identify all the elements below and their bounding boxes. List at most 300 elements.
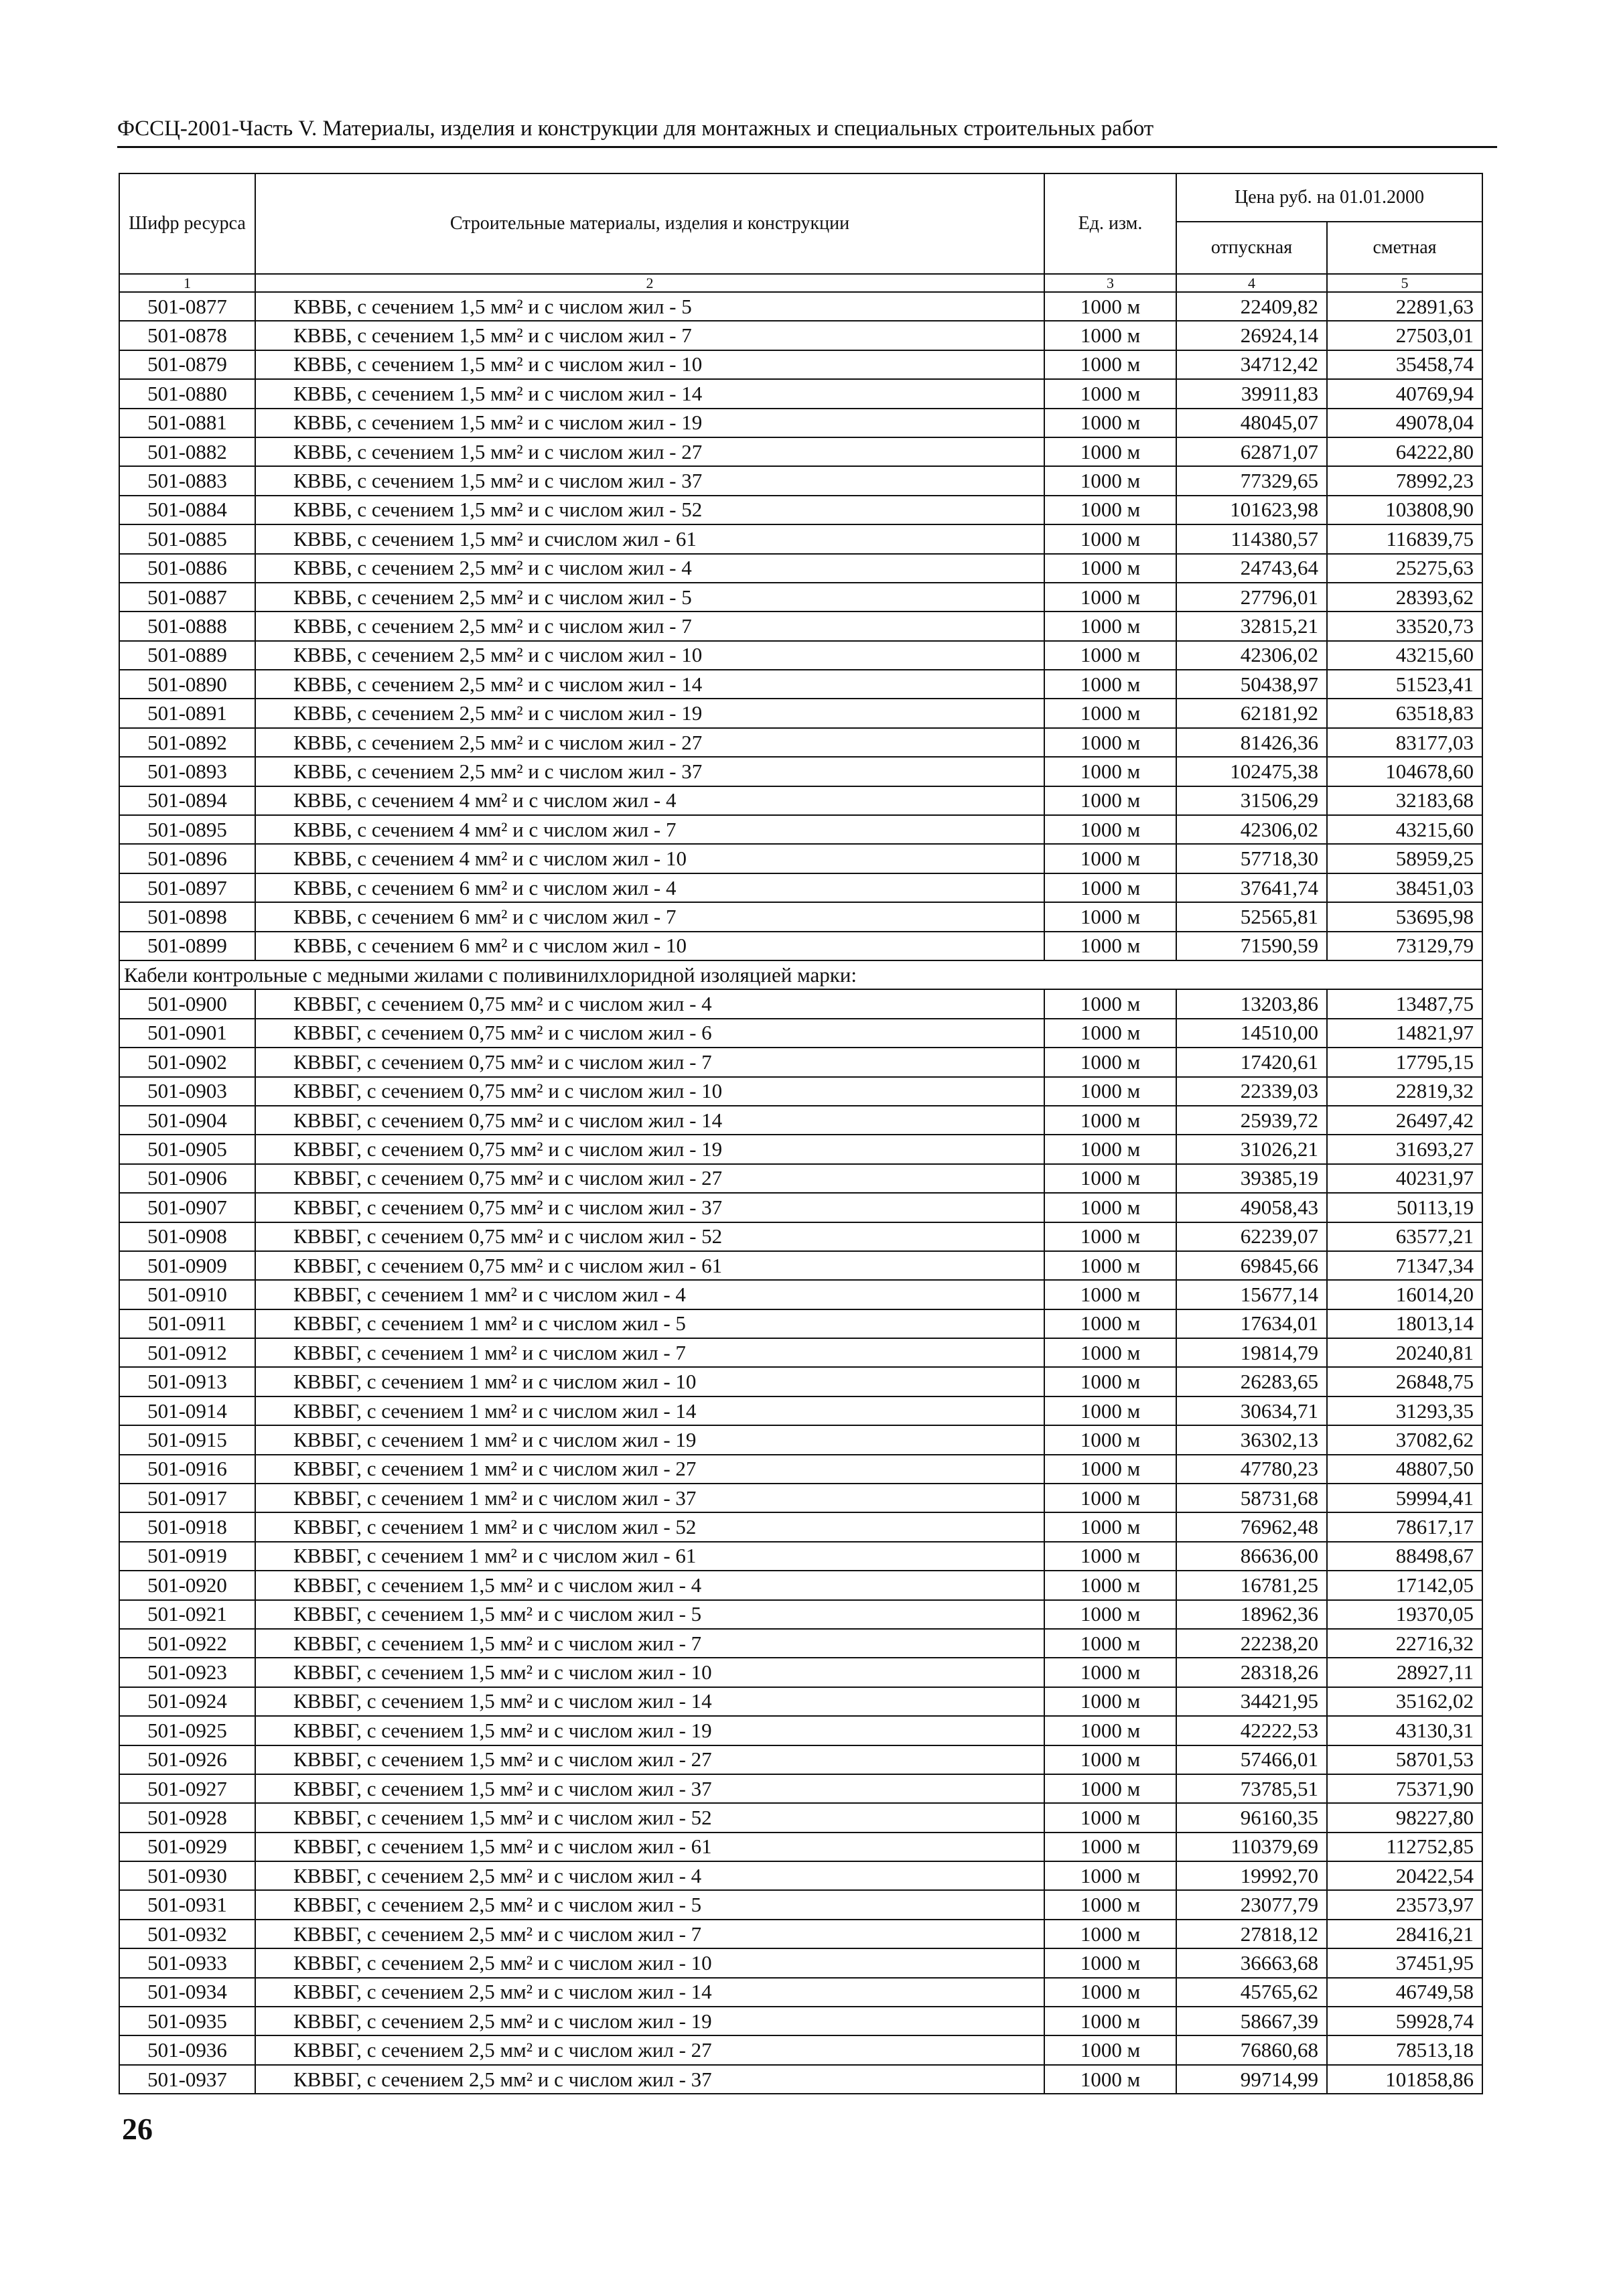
table-row xyxy=(119,1774,1482,1803)
cell-estimate-price: 64222,80 xyxy=(1327,437,1482,466)
cell-unit: 1000 м xyxy=(1044,1425,1176,1454)
cell-name: КВВБ, с сечением 2,5 мм² и с числом жил - 27 xyxy=(255,728,1044,757)
cell-code: 501-0929 xyxy=(119,1833,255,1861)
cell-unit: 1000 м xyxy=(1044,1948,1176,1977)
cell-code: 501-0877 xyxy=(119,292,255,321)
table-row xyxy=(119,1251,1482,1280)
cell-code: 501-0885 xyxy=(119,524,255,553)
column-number: 2 xyxy=(255,274,1044,292)
cell-name: КВВБГ, с сечением 1 мм² и с числом жил - 14 xyxy=(255,1396,1044,1425)
cell-estimate-price: 78513,18 xyxy=(1327,2035,1482,2064)
table-row xyxy=(119,932,1482,960)
cell-estimate-price: 35162,02 xyxy=(1327,1687,1482,1716)
table-row xyxy=(119,524,1482,553)
cell-release-price: 31026,21 xyxy=(1176,1135,1327,1163)
cell-release-price: 17420,61 xyxy=(1176,1048,1327,1076)
cell-estimate-price: 58701,53 xyxy=(1327,1745,1482,1774)
cell-code: 501-0913 xyxy=(119,1367,255,1396)
table-row xyxy=(119,1309,1482,1338)
cell-estimate-price: 51523,41 xyxy=(1327,670,1482,699)
cell-name: КВВБГ, с сечением 1,5 мм² и с числом жил - 10 xyxy=(255,1658,1044,1687)
cell-release-price: 77329,65 xyxy=(1176,466,1327,495)
table-row xyxy=(119,1193,1482,1222)
cell-release-price: 57466,01 xyxy=(1176,1745,1327,1774)
table-row xyxy=(119,902,1482,931)
cell-release-price: 36663,68 xyxy=(1176,1948,1327,1977)
page-number: 26 xyxy=(122,2112,153,2146)
cell-name: КВВБ, с сечением 4 мм² и с числом жил - 7 xyxy=(255,815,1044,844)
cell-code: 501-0894 xyxy=(119,786,255,815)
cell-code: 501-0918 xyxy=(119,1512,255,1541)
cell-name: КВВБ, с сечением 1,5 мм² и счислом жил - 61 xyxy=(255,524,1044,553)
cell-unit: 1000 м xyxy=(1044,2065,1176,2094)
cell-name: КВВБГ, с сечением 1,5 мм² и с числом жил - 61 xyxy=(255,1833,1044,1861)
cell-name: КВВБ, с сечением 1,5 мм² и с числом жил - 10 xyxy=(255,350,1044,379)
cell-release-price: 28318,26 xyxy=(1176,1658,1327,1687)
cell-release-price: 19992,70 xyxy=(1176,1861,1327,1890)
cell-unit: 1000 м xyxy=(1044,1600,1176,1629)
cell-code: 501-0890 xyxy=(119,670,255,699)
cell-code: 501-0884 xyxy=(119,496,255,524)
cell-release-price: 22238,20 xyxy=(1176,1629,1327,1658)
cell-estimate-price: 112752,85 xyxy=(1327,1833,1482,1861)
header-name: Строительные материалы, изделия и конструкции xyxy=(255,173,1044,274)
cell-code: 501-0904 xyxy=(119,1106,255,1135)
cell-unit: 1000 м xyxy=(1044,1542,1176,1571)
table-row xyxy=(119,1164,1482,1193)
cell-code: 501-0924 xyxy=(119,1687,255,1716)
cell-release-price: 48045,07 xyxy=(1176,409,1327,437)
table-row xyxy=(119,1512,1482,1541)
cell-code: 501-0931 xyxy=(119,1890,255,1919)
section-row xyxy=(119,960,1482,989)
cell-unit: 1000 м xyxy=(1044,873,1176,902)
cell-estimate-price: 20422,54 xyxy=(1327,1861,1482,1890)
cell-estimate-price: 71347,34 xyxy=(1327,1251,1482,1280)
table-row xyxy=(119,1542,1482,1571)
cell-release-price: 76962,48 xyxy=(1176,1512,1327,1541)
cell-code: 501-0897 xyxy=(119,873,255,902)
table-row xyxy=(119,2065,1482,2094)
cell-code: 501-0925 xyxy=(119,1716,255,1745)
table-row xyxy=(119,292,1482,321)
cell-release-price: 18962,36 xyxy=(1176,1600,1327,1629)
cell-name: КВВБГ, с сечением 0,75 мм² и с числом жил - 19 xyxy=(255,1135,1044,1163)
cell-code: 501-0879 xyxy=(119,350,255,379)
header-code: Шифр ресурса xyxy=(119,173,255,274)
cell-estimate-price: 25275,63 xyxy=(1327,554,1482,583)
cell-unit: 1000 м xyxy=(1044,1455,1176,1484)
cell-unit: 1000 м xyxy=(1044,1978,1176,2007)
header-rule xyxy=(117,146,1497,148)
cell-estimate-price: 31293,35 xyxy=(1327,1396,1482,1425)
table-body xyxy=(119,292,1482,2094)
cell-unit: 1000 м xyxy=(1044,1077,1176,1106)
cell-release-price: 81426,36 xyxy=(1176,728,1327,757)
cell-release-price: 96160,35 xyxy=(1176,1803,1327,1832)
cell-release-price: 27818,12 xyxy=(1176,1920,1327,1948)
cell-estimate-price: 33520,73 xyxy=(1327,612,1482,640)
cell-code: 501-0886 xyxy=(119,554,255,583)
cell-release-price: 110379,69 xyxy=(1176,1833,1327,1861)
table-row xyxy=(119,2035,1482,2064)
cell-unit: 1000 м xyxy=(1044,989,1176,1018)
cell-unit: 1000 м xyxy=(1044,379,1176,408)
cell-estimate-price: 104678,60 xyxy=(1327,757,1482,786)
header-estimate-price: сметная xyxy=(1327,222,1482,274)
cell-code: 501-0900 xyxy=(119,989,255,1018)
table-row xyxy=(119,1600,1482,1629)
cell-name: КВВБГ, с сечением 2,5 мм² и с числом жил - 4 xyxy=(255,1861,1044,1890)
cell-estimate-price: 27503,01 xyxy=(1327,321,1482,350)
cell-name: КВВБГ, с сечением 1 мм² и с числом жил - 37 xyxy=(255,1484,1044,1512)
cell-estimate-price: 38451,03 xyxy=(1327,873,1482,902)
cell-name: КВВБГ, с сечением 1 мм² и с числом жил - 27 xyxy=(255,1455,1044,1484)
cell-release-price: 26283,65 xyxy=(1176,1367,1327,1396)
cell-name: КВВБГ, с сечением 1,5 мм² и с числом жил - 7 xyxy=(255,1629,1044,1658)
cell-estimate-price: 28927,11 xyxy=(1327,1658,1482,1687)
cell-estimate-price: 16014,20 xyxy=(1327,1280,1482,1309)
table-row xyxy=(119,1629,1482,1658)
column-number-row xyxy=(119,274,1482,292)
cell-release-price: 62871,07 xyxy=(1176,437,1327,466)
cell-unit: 1000 м xyxy=(1044,641,1176,670)
column-number: 3 xyxy=(1044,274,1176,292)
cell-release-price: 49058,43 xyxy=(1176,1193,1327,1222)
cell-unit: 1000 м xyxy=(1044,2035,1176,2064)
cell-name: КВВБГ, с сечением 1 мм² и с числом жил - 4 xyxy=(255,1280,1044,1309)
cell-code: 501-0936 xyxy=(119,2035,255,2064)
cell-estimate-price: 13487,75 xyxy=(1327,989,1482,1018)
cell-estimate-price: 43130,31 xyxy=(1327,1716,1482,1745)
cell-estimate-price: 63577,21 xyxy=(1327,1222,1482,1251)
cell-unit: 1000 м xyxy=(1044,757,1176,786)
table-row xyxy=(119,1920,1482,1948)
cell-unit: 1000 м xyxy=(1044,1745,1176,1774)
cell-estimate-price: 75371,90 xyxy=(1327,1774,1482,1803)
cell-name: КВВБ, с сечением 2,5 мм² и с числом жил - 4 xyxy=(255,554,1044,583)
table-row xyxy=(119,1048,1482,1076)
cell-release-price: 73785,51 xyxy=(1176,1774,1327,1803)
cell-estimate-price: 116839,75 xyxy=(1327,524,1482,553)
cell-unit: 1000 м xyxy=(1044,728,1176,757)
cell-estimate-price: 40769,94 xyxy=(1327,379,1482,408)
table-row xyxy=(119,786,1482,815)
cell-unit: 1000 м xyxy=(1044,1571,1176,1599)
cell-name: КВВБГ, с сечением 2,5 мм² и с числом жил - 5 xyxy=(255,1890,1044,1919)
cell-name: КВВБ, с сечением 2,5 мм² и с числом жил - 19 xyxy=(255,699,1044,727)
cell-unit: 1000 м xyxy=(1044,1048,1176,1076)
cell-estimate-price: 22819,32 xyxy=(1327,1077,1482,1106)
table-row xyxy=(119,1396,1482,1425)
cell-code: 501-0902 xyxy=(119,1048,255,1076)
cell-code: 501-0928 xyxy=(119,1803,255,1832)
cell-unit: 1000 м xyxy=(1044,524,1176,553)
cell-estimate-price: 73129,79 xyxy=(1327,932,1482,960)
cell-release-price: 34421,95 xyxy=(1176,1687,1327,1716)
cell-code: 501-0921 xyxy=(119,1600,255,1629)
cell-code: 501-0937 xyxy=(119,2065,255,2094)
cell-code: 501-0910 xyxy=(119,1280,255,1309)
cell-release-price: 47780,23 xyxy=(1176,1455,1327,1484)
cell-code: 501-0893 xyxy=(119,757,255,786)
cell-release-price: 39385,19 xyxy=(1176,1164,1327,1193)
cell-name: КВВБГ, с сечением 1 мм² и с числом жил - 7 xyxy=(255,1338,1044,1367)
cell-estimate-price: 26497,42 xyxy=(1327,1106,1482,1135)
cell-name: КВВБГ, с сечением 0,75 мм² и с числом жил - 6 xyxy=(255,1019,1044,1048)
cell-name: КВВБГ, с сечением 1,5 мм² и с числом жил - 5 xyxy=(255,1600,1044,1629)
cell-code: 501-0901 xyxy=(119,1019,255,1048)
cell-estimate-price: 49078,04 xyxy=(1327,409,1482,437)
cell-unit: 1000 м xyxy=(1044,1658,1176,1687)
cell-name: КВВБГ, с сечением 2,5 мм² и с числом жил - 7 xyxy=(255,1920,1044,1948)
cell-estimate-price: 17795,15 xyxy=(1327,1048,1482,1076)
cell-release-price: 22409,82 xyxy=(1176,292,1327,321)
cell-estimate-price: 43215,60 xyxy=(1327,815,1482,844)
table-row xyxy=(119,1978,1482,2007)
table-row xyxy=(119,699,1482,727)
cell-code: 501-0891 xyxy=(119,699,255,727)
table-row xyxy=(119,1077,1482,1106)
cell-estimate-price: 53695,98 xyxy=(1327,902,1482,931)
cell-code: 501-0934 xyxy=(119,1978,255,2007)
table-row xyxy=(119,1948,1482,1977)
cell-estimate-price: 19370,05 xyxy=(1327,1600,1482,1629)
cell-name: КВВБГ, с сечением 1,5 мм² и с числом жил - 27 xyxy=(255,1745,1044,1774)
cell-name: КВВБГ, с сечением 0,75 мм² и с числом жил - 7 xyxy=(255,1048,1044,1076)
cell-unit: 1000 м xyxy=(1044,350,1176,379)
table-row xyxy=(119,728,1482,757)
cell-name: КВВБ, с сечением 1,5 мм² и с числом жил - 52 xyxy=(255,496,1044,524)
table-row xyxy=(119,1803,1482,1832)
cell-release-price: 39911,83 xyxy=(1176,379,1327,408)
cell-code: 501-0881 xyxy=(119,409,255,437)
cell-release-price: 45765,62 xyxy=(1176,1978,1327,2007)
cell-unit: 1000 м xyxy=(1044,554,1176,583)
cell-code: 501-0911 xyxy=(119,1309,255,1338)
cell-name: КВВБГ, с сечением 1,5 мм² и с числом жил - 37 xyxy=(255,1774,1044,1803)
price-table xyxy=(119,173,1483,2094)
cell-estimate-price: 48807,50 xyxy=(1327,1455,1482,1484)
table-row xyxy=(119,1658,1482,1687)
cell-code: 501-0880 xyxy=(119,379,255,408)
cell-unit: 1000 м xyxy=(1044,1629,1176,1658)
cell-estimate-price: 50113,19 xyxy=(1327,1193,1482,1222)
cell-estimate-price: 98227,80 xyxy=(1327,1803,1482,1832)
cell-code: 501-0905 xyxy=(119,1135,255,1163)
cell-release-price: 24743,64 xyxy=(1176,554,1327,583)
table-row xyxy=(119,1716,1482,1745)
header-price-group: Цена руб. на 01.01.2000 xyxy=(1176,173,1482,222)
cell-estimate-price: 103808,90 xyxy=(1327,496,1482,524)
cell-estimate-price: 22716,32 xyxy=(1327,1629,1482,1658)
cell-unit: 1000 м xyxy=(1044,466,1176,495)
cell-unit: 1000 м xyxy=(1044,437,1176,466)
cell-name: КВВБ, с сечением 6 мм² и с числом жил - 10 xyxy=(255,932,1044,960)
table-row xyxy=(119,815,1482,844)
cell-unit: 1000 м xyxy=(1044,409,1176,437)
header-unit: Ед. изм. xyxy=(1044,173,1176,274)
cell-unit: 1000 м xyxy=(1044,1512,1176,1541)
table-row xyxy=(119,641,1482,670)
cell-code: 501-0899 xyxy=(119,932,255,960)
cell-unit: 1000 м xyxy=(1044,321,1176,350)
cell-code: 501-0915 xyxy=(119,1425,255,1454)
cell-release-price: 101623,98 xyxy=(1176,496,1327,524)
cell-estimate-price: 28416,21 xyxy=(1327,1920,1482,1948)
cell-name: КВВБГ, с сечением 0,75 мм² и с числом жил - 14 xyxy=(255,1106,1044,1135)
table-row xyxy=(119,437,1482,466)
cell-code: 501-0922 xyxy=(119,1629,255,1658)
table-row xyxy=(119,844,1482,873)
cell-name: КВВБ, с сечением 4 мм² и с числом жил - 10 xyxy=(255,844,1044,873)
cell-release-price: 32815,21 xyxy=(1176,612,1327,640)
cell-estimate-price: 59994,41 xyxy=(1327,1484,1482,1512)
cell-release-price: 62181,92 xyxy=(1176,699,1327,727)
cell-release-price: 58731,68 xyxy=(1176,1484,1327,1512)
table-row xyxy=(119,1367,1482,1396)
cell-code: 501-0906 xyxy=(119,1164,255,1193)
cell-name: КВВБГ, с сечением 2,5 мм² и с числом жил - 27 xyxy=(255,2035,1044,2064)
cell-release-price: 31506,29 xyxy=(1176,786,1327,815)
table-row xyxy=(119,873,1482,902)
cell-name: КВВБ, с сечением 6 мм² и с числом жил - 4 xyxy=(255,873,1044,902)
table-row xyxy=(119,1222,1482,1251)
cell-name: КВВБ, с сечением 4 мм² и с числом жил - 4 xyxy=(255,786,1044,815)
cell-unit: 1000 м xyxy=(1044,1687,1176,1716)
column-number: 5 xyxy=(1327,274,1482,292)
cell-name: КВВБГ, с сечением 2,5 мм² и с числом жил - 14 xyxy=(255,1978,1044,2007)
table-row xyxy=(119,757,1482,786)
cell-name: КВВБГ, с сечением 0,75 мм² и с числом жил - 10 xyxy=(255,1077,1044,1106)
cell-name: КВВБГ, с сечением 1 мм² и с числом жил - 5 xyxy=(255,1309,1044,1338)
table-row xyxy=(119,1687,1482,1716)
cell-estimate-price: 58959,25 xyxy=(1327,844,1482,873)
table-row xyxy=(119,1455,1482,1484)
cell-release-price: 16781,25 xyxy=(1176,1571,1327,1599)
cell-unit: 1000 м xyxy=(1044,1193,1176,1222)
cell-unit: 1000 м xyxy=(1044,1890,1176,1919)
cell-release-price: 37641,74 xyxy=(1176,873,1327,902)
cell-release-price: 13203,86 xyxy=(1176,989,1327,1018)
cell-name: КВВБ, с сечением 2,5 мм² и с числом жил - 37 xyxy=(255,757,1044,786)
cell-name: КВВБ, с сечением 1,5 мм² и с числом жил - 37 xyxy=(255,466,1044,495)
cell-unit: 1000 м xyxy=(1044,699,1176,727)
cell-release-price: 99714,99 xyxy=(1176,2065,1327,2094)
cell-release-price: 58667,39 xyxy=(1176,2007,1327,2035)
cell-release-price: 36302,13 xyxy=(1176,1425,1327,1454)
cell-estimate-price: 78992,23 xyxy=(1327,466,1482,495)
cell-code: 501-0933 xyxy=(119,1948,255,1977)
cell-code: 501-0883 xyxy=(119,466,255,495)
cell-unit: 1000 м xyxy=(1044,1484,1176,1512)
cell-name: КВВБГ, с сечением 2,5 мм² и с числом жил - 19 xyxy=(255,2007,1044,2035)
cell-name: КВВБ, с сечением 2,5 мм² и с числом жил - 5 xyxy=(255,583,1044,612)
cell-unit: 1000 м xyxy=(1044,1019,1176,1048)
cell-name: КВВБ, с сечением 1,5 мм² и с числом жил - 27 xyxy=(255,437,1044,466)
cell-name: КВВБГ, с сечением 1 мм² и с числом жил - 19 xyxy=(255,1425,1044,1454)
cell-estimate-price: 35458,74 xyxy=(1327,350,1482,379)
cell-name: КВВБГ, с сечением 0,75 мм² и с числом жил - 27 xyxy=(255,1164,1044,1193)
cell-name: КВВБГ, с сечением 1,5 мм² и с числом жил - 52 xyxy=(255,1803,1044,1832)
cell-release-price: 86636,00 xyxy=(1176,1542,1327,1571)
cell-estimate-price: 18013,14 xyxy=(1327,1309,1482,1338)
cell-name: КВВБГ, с сечением 1,5 мм² и с числом жил - 4 xyxy=(255,1571,1044,1599)
cell-code: 501-0920 xyxy=(119,1571,255,1599)
table-row xyxy=(119,554,1482,583)
table-row xyxy=(119,1890,1482,1919)
cell-estimate-price: 40231,97 xyxy=(1327,1164,1482,1193)
cell-unit: 1000 м xyxy=(1044,1338,1176,1367)
cell-name: КВВБ, с сечением 1,5 мм² и с числом жил - 14 xyxy=(255,379,1044,408)
cell-unit: 1000 м xyxy=(1044,1774,1176,1803)
cell-unit: 1000 м xyxy=(1044,1833,1176,1861)
cell-code: 501-0916 xyxy=(119,1455,255,1484)
cell-code: 501-0912 xyxy=(119,1338,255,1367)
cell-unit: 1000 м xyxy=(1044,612,1176,640)
cell-unit: 1000 м xyxy=(1044,496,1176,524)
table-row xyxy=(119,1280,1482,1309)
cell-estimate-price: 23573,97 xyxy=(1327,1890,1482,1919)
cell-release-price: 69845,66 xyxy=(1176,1251,1327,1280)
cell-unit: 1000 м xyxy=(1044,1716,1176,1745)
cell-release-price: 52565,81 xyxy=(1176,902,1327,931)
cell-unit: 1000 м xyxy=(1044,2007,1176,2035)
cell-release-price: 19814,79 xyxy=(1176,1338,1327,1367)
cell-code: 501-0935 xyxy=(119,2007,255,2035)
section-title: Кабели контрольные с медными жилами с поливинилхлоридной изоляцией марки: xyxy=(119,960,1482,989)
cell-code: 501-0887 xyxy=(119,583,255,612)
cell-unit: 1000 м xyxy=(1044,583,1176,612)
cell-name: КВВБ, с сечением 1,5 мм² и с числом жил - 19 xyxy=(255,409,1044,437)
cell-estimate-price: 17142,05 xyxy=(1327,1571,1482,1599)
table-row xyxy=(119,350,1482,379)
cell-code: 501-0908 xyxy=(119,1222,255,1251)
table-row xyxy=(119,1833,1482,1861)
cell-unit: 1000 м xyxy=(1044,815,1176,844)
cell-name: КВВБ, с сечением 2,5 мм² и с числом жил - 10 xyxy=(255,641,1044,670)
cell-release-price: 102475,38 xyxy=(1176,757,1327,786)
cell-estimate-price: 31693,27 xyxy=(1327,1135,1482,1163)
cell-name: КВВБГ, с сечением 0,75 мм² и с числом жил - 61 xyxy=(255,1251,1044,1280)
cell-name: КВВБ, с сечением 1,5 мм² и с числом жил - 5 xyxy=(255,292,1044,321)
table-row xyxy=(119,321,1482,350)
cell-code: 501-0917 xyxy=(119,1484,255,1512)
cell-code: 501-0888 xyxy=(119,612,255,640)
cell-estimate-price: 28393,62 xyxy=(1327,583,1482,612)
cell-code: 501-0926 xyxy=(119,1745,255,1774)
cell-name: КВВБ, с сечением 1,5 мм² и с числом жил - 7 xyxy=(255,321,1044,350)
cell-name: КВВБ, с сечением 6 мм² и с числом жил - 7 xyxy=(255,902,1044,931)
cell-estimate-price: 14821,97 xyxy=(1327,1019,1482,1048)
cell-unit: 1000 м xyxy=(1044,1920,1176,1948)
cell-code: 501-0914 xyxy=(119,1396,255,1425)
table-row xyxy=(119,466,1482,495)
cell-code: 501-0907 xyxy=(119,1193,255,1222)
cell-release-price: 27796,01 xyxy=(1176,583,1327,612)
header-release-price: отпускная xyxy=(1176,222,1327,274)
cell-release-price: 30634,71 xyxy=(1176,1396,1327,1425)
cell-unit: 1000 м xyxy=(1044,1280,1176,1309)
cell-release-price: 22339,03 xyxy=(1176,1077,1327,1106)
cell-unit: 1000 м xyxy=(1044,1251,1176,1280)
table-row xyxy=(119,1571,1482,1599)
cell-name: КВВБГ, с сечением 0,75 мм² и с числом жил - 52 xyxy=(255,1222,1044,1251)
cell-estimate-price: 88498,67 xyxy=(1327,1542,1482,1571)
table-row xyxy=(119,612,1482,640)
table-row xyxy=(119,496,1482,524)
cell-release-price: 26924,14 xyxy=(1176,321,1327,350)
